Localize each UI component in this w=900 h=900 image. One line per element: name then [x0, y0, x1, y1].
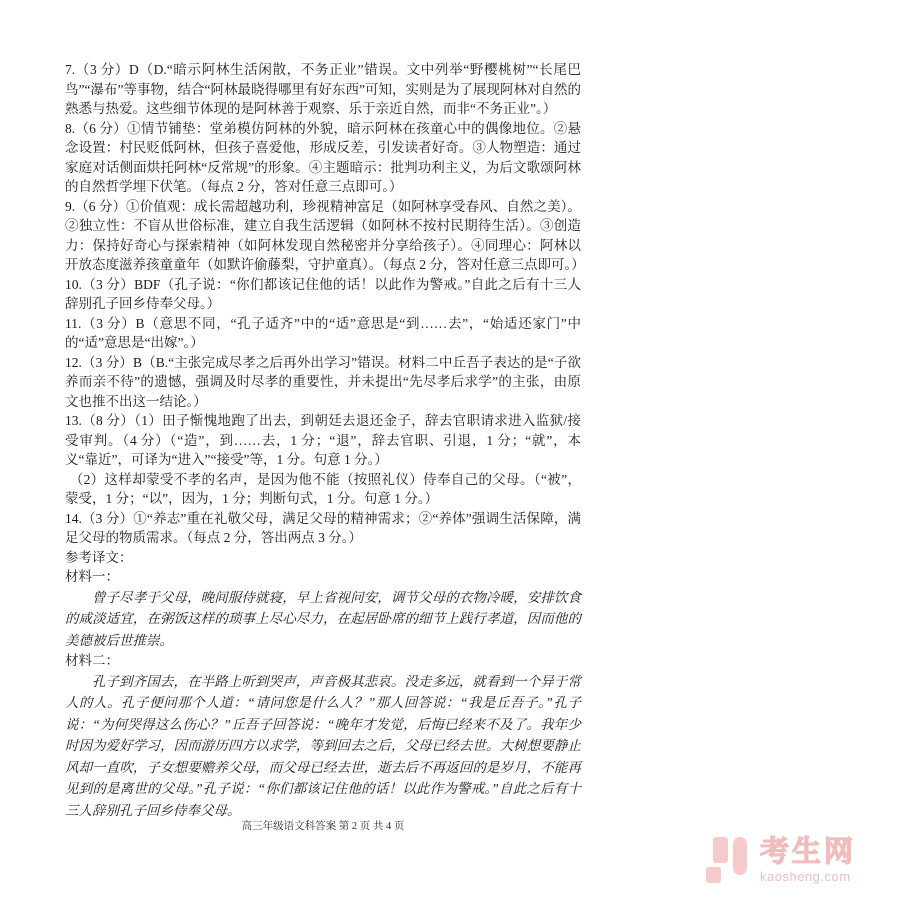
answer-item-13-part2: （2）这样却蒙受不孝的名声，是因为他不能（按照礼仪）侍奉自己的父母。（“被”，蒙受，1 分；“以”，因为，1 分；判断句式，1 分。句意 1 分。）: [65, 471, 581, 506]
page-footer: 高三年级语文科答案 第 2 页 共 4 页: [241, 821, 405, 832]
answer-item-10: 10.（3 分）BDF（孔子说：“你们都该记住他的话！以此作为警戒。”自此之后有十三人辞别孔子回乡侍奉父母。）: [65, 276, 581, 311]
material-2-label: 材料二：: [65, 653, 119, 668]
kaosheng-logo-icon: [706, 837, 750, 885]
answer-item-7: 7.（3 分）D（D.“暗示阿林生活闲散，不务正业”错误。文中列举“野樱桃树”“长尾巴鸟”“瀑布”等事物，结合“阿林最晓得哪里有好东西”可知，实则是为了展现阿林对自然的熟悉与热爱。这些细节体现的是阿林善于观察、乐于亲近自然，而非“不务正业”。）: [65, 62, 581, 116]
material-2-translation: 孔子到齐国去，在半路上听到哭声，声音极其悲哀。没走多远，就看到一个异于常人的人。孔子便问那个人道：“请问您是什么人？”那人回答说：“我是丘吾子。”孔子说：“为何哭得这么伤心？”丘吾子回答说：“晚年才发觉，后悔已经来不及了。我年少时因为爱好学习，因而游历四方以求学，等到回去之后，父母已经去世。大树想要静止风却一直吹，子女想要赡养父母，而父母已经去世，逝去后不再返回的是岁月，不能再见到的是离世的父母。”孔子说：“你们都该记住他的话！以此作为警戒。”自此之后有十三人辞别孔子回乡侍奉父母。: [65, 673, 581, 818]
material-1-label: 材料一：: [65, 569, 119, 584]
watermark-brand-name: 考生网: [760, 836, 857, 868]
material-1-translation: 曾子尽孝于父母，晚间服侍就寝，早上省视问安，调节父母的衣物冷暖，安排饮食的咸淡适宜，在粥饭这样的琐事上尽心尽力，在起居卧席的细节上践行孝道，因而他的美德被后世推崇。: [65, 589, 581, 648]
answer-item-8: 8.（6 分）①情节铺垫：堂弟模仿阿林的外貌，暗示阿林在孩童心中的偶像地位。②悬念设置：村民贬低阿林，但孩子喜爱他，形成反差，引发读者好奇。③人物塑造：通过家庭对话侧面烘托阿林“反常规”的形象。④主题暗示：批判功利主义，为后文歌颂阿林的自然哲学埋下伏笔。（每点 2 分，答对任意三点即可。）: [65, 120, 581, 194]
kaosheng-watermark: [706, 837, 856, 885]
answer-item-12: 12.（3 分）B（B.“主张完成尽孝之后再外出学习”错误。材料二中丘吾子表达的是“子欲养而亲不待”的遗憾，强调及时尽孝的重要性，并未提出“先尽孝后求学”的主张，由原文也推不出这一结论。）: [65, 354, 581, 409]
answer-item-14: 14.（3 分）①“养志”重在礼敬父母，满足父母的精神需求；②“养体”强调生活保障，满足父母的物质需求。（每点 2 分，答出两点 3 分。）: [65, 510, 581, 545]
watermark-domain: kaosheng.com: [760, 869, 851, 885]
content-column: [65, 60, 585, 821]
answer-item-11: 11.（3 分）B（意思不同，“孔子适齐”中的“适”意思是“到……去”，“始适还家门”中的“适”意思是“出嫁”。）: [65, 315, 581, 350]
answer-item-13-part1: 13.（8 分）（1）田子惭愧地跑了出去，到朝廷去退还金子，辞去官职请求进入监狱/接受审判。（4 分）（“造”，到……去，1 分；“退”，辞去官职、引退，1 分；“就”，本义“靠近”，可译为“进入”“接受”等，1 分。句意 1 分。）: [65, 413, 581, 467]
answer-item-9: 9.（6 分）①价值观：成长需超越功利，珍视精神富足（如阿林享受春风、自然之美）。②独立性：不盲从世俗标准，建立自我生活逻辑（如阿林不按村民期待生活）。③创造力：保持好奇心与探索精神（如阿林发现自然秘密并分享给孩子）。④同理心：阿林以开放态度滋养孩童童年（如默许偷藤梨，守护童真）。（每点 2 分，答对任意三点即可。）: [65, 198, 585, 272]
reference-translation-heading: 参考译文：: [65, 549, 133, 565]
kaosheng-logo-text: [760, 837, 856, 884]
